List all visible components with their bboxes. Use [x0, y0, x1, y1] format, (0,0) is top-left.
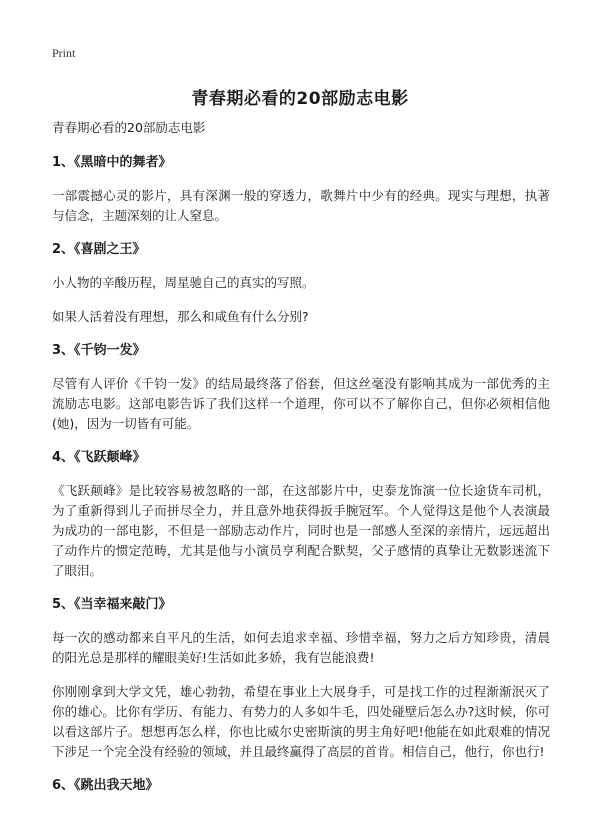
section-5 [52, 595, 550, 762]
print-label: Print [52, 46, 76, 60]
section-paragraph: 小人物的辛酸历程，周星驰自己的真实的写照。 [52, 275, 315, 290]
section-heading: 2、《喜剧之王》 [52, 242, 146, 257]
document-subtitle: 青春期必看的20部励志电影 [52, 120, 206, 135]
section-heading: 6、《跳出我天地》 [52, 778, 159, 793]
section-paragraph: 每一次的感动都来自平凡的生活，如何去追求幸福、珍惜幸福，努力之后方知珍贵，清晨的阳光总是那样的耀眼美好!生活如此多娇，我有岂能浪费! [52, 630, 550, 665]
section-heading: 5、《当幸福来敲门》 [52, 597, 172, 612]
section-paragraph: 一部震撼心灵的影片，具有深渊一般的穿透力，歌舞片中少有的经典。现实与理想，执著与信念，主题深刻的让人窒息。 [52, 188, 550, 223]
section-heading: 3、《千钧一发》 [52, 343, 146, 358]
section-paragraph: 如果人活着没有理想，那么和咸鱼有什么分别? [52, 309, 309, 324]
section-paragraph: 《飞跃颠峰》是比较容易被忽略的一部，在这部影片中，史泰龙饰演一位长途货车司机，为了重新得到儿子而拼尽全力，并且意外地获得扳手腕冠军。个人觉得这是他个人表演最为成功的一部电影，不但是一部励志动作片，同时也是一部感人至深的亲情片，远远超出了动作片的惯定范畴，尤其是他与小演员亨利配合默契，父子感情的真挚让无数影迷流下了眼泪。 [52, 483, 550, 578]
section-paragraph: 你刚刚拿到大学文凭，雄心勃勃，希望在事业上大展身手，可是找工作的过程渐渐泯灭了你的雄心。比你有学历、有能力、有势力的人多如牛毛，四处碰壁后怎么办?这时候，你可以看这部片子。想想再怎么样，你也比威尔史密斯演的男主角好吧!他能在如此艰难的情况下涉足一个完全没有经验的领域，并且最终赢得了高层的首肯。相信自己，他行，你也行! [52, 684, 550, 759]
section-2 [52, 240, 550, 327]
section-3 [52, 341, 550, 434]
section-1 [52, 153, 550, 226]
section-heading: 1、《黑暗中的舞者》 [52, 155, 172, 170]
section-heading: 4、《飞跃颠峰》 [52, 450, 146, 465]
section-4 [52, 448, 550, 581]
section-6 [52, 776, 550, 796]
document-title: 青春期必看的20部励志电影 [191, 89, 409, 109]
document-body [52, 118, 550, 809]
section-paragraph: 尽管有人评价《千钧一发》的结局最终落了俗套，但这丝毫没有影响其成为一部优秀的主流励志电影。这部电影告诉了我们这样一个道理，你可以不了解你自己，但你必须相信他(她)，因为一切皆有可能。 [52, 376, 550, 431]
